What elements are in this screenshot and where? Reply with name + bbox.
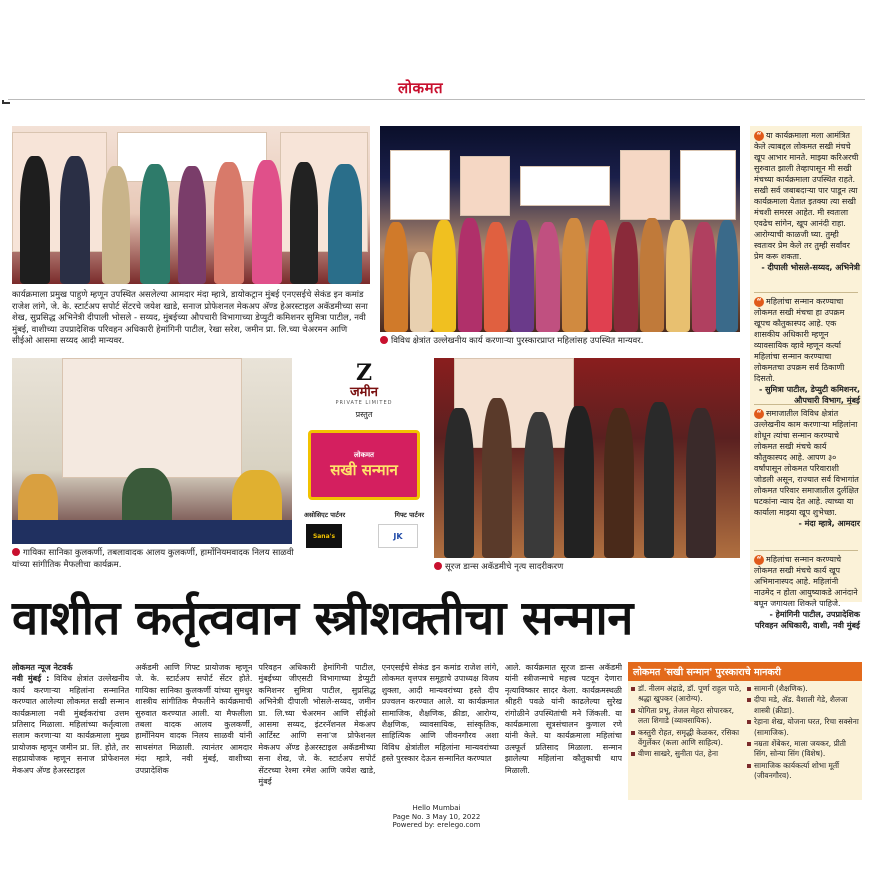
honorees-left-column xyxy=(631,684,743,783)
photo2-caption: विविध क्षेत्रांत उल्लेखनीय कार्य करणाऱ्या पुरस्कारप्राप्त महिलांसह उपस्थित मान्यवर. xyxy=(380,336,740,348)
article-column-1: लोकमत न्यूज नेटवर्क नवी मुंबई : विविध क्षेत्रांत उल्लेखनीय कार्य करणाऱ्या महिलांना सन्मानित करण्यात आलेल्या लोकमत सखी सन्मान कार्यक्रमाला नवी मुंबईकरांचा उत्तम प्रतिसाद मिळाला. महिलांच्या कर्तृत्वाला सलाम करणाऱ्या या कार्यक्रमाला मुख्य प्रायोजक म्हणून जमीन प्रा. लि. होते, तर सहप्रायोजक म्हणून सनाज प्रोफेशनल मेकअप अ‍ॅण्ड हेअरस्टाइल xyxy=(12,663,130,775)
page-and-date: Page No. 3 May 10, 2022 xyxy=(392,812,481,821)
quote-divider xyxy=(754,404,858,405)
honoree-item: कस्तुरी रोहत, समृद्धी केळकर, रसिका वेंगुर्लेकर (कला आणि साहित्य). xyxy=(631,728,743,749)
powered-by: Powered by: erelego.com xyxy=(392,821,481,829)
event-brand-block xyxy=(300,358,428,558)
stage-banner xyxy=(460,156,510,216)
music-performance-photo xyxy=(12,358,292,544)
quote-item: “ या कार्यक्रमाला मला आमंत्रित केले त्याबद्दल लोकमत सखी मंचचे खूप आभार मानते. माझ्या करिअरची सुरुवात झाली तेव्हापासून मी सखी मंचच्या कार्यक्रमाला उपस्थित राहते. सखी सर्व जबाबदाऱ्या पार पाडून त्या कार्यक्रमाला येतात इतक्या त्या सखी मंचशी समरस आहेत. मी स्वतःला एवढेच सांगेन, खूप आनंदी राहा. आरोग्याची काळजी घ्या. तुम्ही स्वतःवर प्रेम केले तर तुम्ही सर्वांवर प्रेम करू शकता. - दीपाली भोसले-सय्यद, अभिनेत्री xyxy=(754,131,860,272)
jk-logo: JK xyxy=(378,524,418,548)
dancer-figure xyxy=(482,398,512,558)
photo3-caption: गायिका सानिका कुलकर्णी, तबलावादक आलय कुलकर्णी, हार्मोनियमवादक निलय साळवी यांच्या सांगीतिक मैफलीचा कार्यक्रम. xyxy=(12,548,294,570)
lokmat-logo: लोकमत xyxy=(398,79,444,97)
quote-mark-icon: “ xyxy=(754,555,764,565)
sanas-logo: Sana's xyxy=(306,524,342,548)
guest-figure xyxy=(328,164,362,284)
awardee-figure xyxy=(640,218,664,332)
article-body xyxy=(12,662,622,800)
quotes-sidebar xyxy=(750,126,862,630)
stage-banner xyxy=(520,166,610,206)
quote-signature: - हेमांगिनी पाटील, उपप्रादेशिक परिवहन अधिकारी, वाशी, नवी मुंबई xyxy=(754,610,860,630)
stage-banner xyxy=(62,358,242,478)
article-column-5: आले. कार्यक्रमात सूरज डान्स अकॅडमी यांनी स्त्रीजन्माचे महत्त्व पटवून देणारा नृत्याविष्कार सादर केला. कार्यक्रमस्थळी श्रीहरी पवळे यांनी काढलेल्या सुरेख रांगोळीने उपस्थितांची मने जिंकली. या कार्यक्रमाला सूत्रसंचालन कुणाल रणे यांनी केले. या कार्यक्रमाला महिलांचा उत्स्फूर्त प्रतिसाद मिळाला. सन्मान झालेल्या महिलांना कौतुकाची थाप मिळाली. xyxy=(504,663,623,775)
guest-figure xyxy=(20,156,50,284)
honoree-item: वीणा साखरे, सुनीता पंत, हेना xyxy=(631,749,743,759)
caption-bullet-icon xyxy=(434,562,442,570)
photo1-caption: कार्यक्रमाला प्रमुख पाहुणे म्हणून उपस्थित असलेल्या आमदार मंदा म्हात्रे, डायोकट्रान मुंबई एनएसईचे सेकंड इन कमांड राजेश लांगे, जे. के. स्टार्टअप सपोर्ट सेंटरचे जयेश खाडे, सनाज प्रोफेशनल मेकअप अ‍ॅण्ड हेअरस्टाइल अकॅडमीच्या सना शेख, सुप्रसिद्ध अभिनेत्री दीपाली भोसले - सय्यद, मुंबईच्या औपचारी विभागाच्या डेप्युटी कमिशनर सुमित्रा पाटील, नवी मुंबई, वाशीच्या उपप्रादेशिक परिवहन अधिकारी हेमांगिनी पाटील, रेखा सरेश, जमीन प्रा. लि.च्या चेअरमन आणि सीईओ आसमा सय्यद आदी मान्यवर. xyxy=(12,290,368,346)
awardee-figure xyxy=(432,220,456,332)
guest-figure xyxy=(252,160,282,284)
dancer-figure xyxy=(564,406,594,558)
awardee-figure xyxy=(614,222,638,332)
partner-labels xyxy=(300,510,428,519)
article-column-4: एनएसईचे सेकंड इन कमांड राजेश लांगे, लोकमत वृत्तपत्र समूहाचे उपाध्यक्ष विजय शुक्ला, आदी मान्यवरांच्या हस्ते दीप प्रज्वलन करण्यात आले. या कार्यक्रमात सामाजिक, शैक्षणिक, क्रीडा, आरोग्य, शैक्षणिक, व्यावसायिक, सांस्कृतिक, साहित्यिक आणि जीवनगौरव अशा विविध क्षेत्रांतील महिलांना मान्यवरांच्या हस्ते पुरस्कार देऊन सन्मानित करण्यात xyxy=(381,663,499,764)
stage-banner xyxy=(620,150,670,220)
awardee-figure xyxy=(536,222,560,332)
dancer-figure xyxy=(524,412,554,558)
quote-divider xyxy=(754,550,858,551)
honorees-box xyxy=(628,662,862,800)
photo4-caption: सूरज डान्स अकॅडमीचे नृत्य सादरीकरण xyxy=(434,562,740,574)
honorees-right-column xyxy=(747,684,859,783)
quote-signature: - दीपाली भोसले-सय्यद, अभिनेत्री xyxy=(761,263,860,272)
guest-figure xyxy=(214,162,244,284)
presents-label: प्रस्तुत xyxy=(355,410,373,419)
awardee-figure xyxy=(510,220,534,332)
honoree-item: सामानी (शैक्षणिक). xyxy=(747,684,859,694)
awardee-figure xyxy=(692,222,716,332)
quote-divider xyxy=(754,292,858,293)
caption-bullet-icon xyxy=(12,548,20,556)
dancer-figure xyxy=(644,402,674,558)
guest-figure xyxy=(140,164,170,284)
guest-figure xyxy=(102,166,130,284)
guests-photo xyxy=(12,126,370,284)
awardee-figure xyxy=(484,222,508,332)
byline: लोकमत न्यूज नेटवर्क xyxy=(12,663,73,672)
honoree-item: सामाजिक कार्यकर्त्या शोभा मूर्ती (जीवनगौरव). xyxy=(747,761,859,782)
edition-name: Hello Mumbai xyxy=(412,804,461,812)
quote-mark-icon: “ xyxy=(754,131,764,141)
awardee-figure xyxy=(666,220,690,332)
zameen-logo-subtitle: PRIVATE LIMITED xyxy=(335,400,393,406)
awardee-figure xyxy=(384,222,408,332)
crop-mark xyxy=(2,100,10,104)
stage-banner xyxy=(680,150,736,220)
page-footer xyxy=(0,804,873,830)
article-column-2: अकॅडमी आणि गिफ्ट प्रायोजक म्हणून जे. के. स्टार्टअप सपोर्ट सेंटर होते. गायिका सानिका कुलकर्णी यांच्या सुमधुर शास्त्रीय सांगीतिक मैफलीने कार्यक्रमाची सुरुवात करण्यात आली. या मैफलीला तबला वादक आलय कुलकर्णी, हार्मोनियम वादक निलय साळवी यांनी साथसंगत मिळाली. त्यानंतर आमदार मंदा म्हात्रे, नवी मुंबई, वाशीच्या उपप्रादेशिक xyxy=(135,663,253,775)
gift-partner-label: गिफ्ट पार्टनर xyxy=(394,511,424,519)
honoree-item: नम्रता शेंबेकर, माला जयकर, प्रीती सिंग, सोन्या सिंग (विशेष). xyxy=(747,739,859,760)
quote-mark-icon: “ xyxy=(754,409,764,419)
dancer-figure xyxy=(444,408,474,558)
quote-item: “ समाजातील विविध क्षेत्रांत उल्लेखनीय काम करणाऱ्या महिलांना शोधून त्यांचा सन्मान करण्याचे लोकमत सखी मंचचे कार्य कौतुकास्पद आहे. आपण ३० वर्षांपासून लोकमत परिवाराशी जोडली असून, राज्यात सर्व विभागांत लोकमत परिवार समाजातील दुर्लक्षित घटकांना न्याय देत आहे. त्याच्या या कार्याला माझ्या खूप शुभेच्छा. - मंदा म्हात्रे, आमदार xyxy=(754,409,860,528)
masthead xyxy=(0,72,873,104)
quote-mark-icon: “ xyxy=(754,297,764,307)
dancer-figure xyxy=(604,408,634,558)
awardee-figure xyxy=(562,218,586,332)
stage-banner xyxy=(390,150,450,220)
honoree-item: योगिता प्रभू, तेजल मेहरा सोपारकर, लता शिगाडे (व्यावसायिक). xyxy=(631,706,743,727)
guest-figure xyxy=(290,162,318,284)
awardees-photo xyxy=(380,126,740,332)
dance-performance-photo xyxy=(434,358,740,558)
awardee-figure xyxy=(716,220,738,332)
stage-floor xyxy=(12,520,292,544)
quote-item: “ महिलांचा सन्मान करण्याचा लोकमत सखी मंचचा हा उपक्रम खूपच कौतुकास्पद आहे. एक शासकीय अधिकारी म्हणून व्यावसायिक व्हावे म्हणून कर्त्या महिलांचा सन्मान करण्याचा लोकमतचा उपक्रम सर्व ठिकाणी दिसतो. - सुमित्रा पाटील, डेप्युटी कमिशनर, औपचारी विभाग, मुंबई xyxy=(754,297,860,405)
associate-partner-label: असोसिएट पार्टनर xyxy=(304,511,346,519)
dancer-figure xyxy=(686,408,716,558)
honoree-item: दीपा मडे, ॲड. वैशाली गेडे, शैलजा शास्त्री (क्रीडा). xyxy=(747,695,859,716)
awardee-figure xyxy=(410,252,432,332)
caption-bullet-icon xyxy=(380,336,388,344)
quote-item: “ महिलांचा सन्मान करण्याचे लोकमत सखी मंचचे कार्य खूप अभिमानास्पद आहे. महिलांनी नाउमेद न होता आयुष्याकडे आनंदाने बघून जगायला शिकले पाहिजे. - हेमांगिनी पाटील, उपप्रादेशिक परिवहन अधिकारी, वाशी, नवी मुंबई xyxy=(754,555,860,630)
quote-signature: - सुमित्रा पाटील, डेप्युटी कमिशनर, औपचारी विभाग, मुंबई xyxy=(758,385,860,405)
honorees-title: लोकमत 'सखी सन्मान' पुरस्काराचे मानकरी xyxy=(628,662,862,681)
page-headline: वाशीत कर्तृत्ववान स्त्रीशक्तीचा सन्मान xyxy=(12,591,633,646)
awardee-figure xyxy=(458,218,482,332)
zameen-logo: जमीन xyxy=(349,385,378,400)
honoree-item: डॉ. नीलम अंद्राडे, डॉ. पूर्णा राहुल पाठे, श्रद्धा खुपकर (आरोग्य). xyxy=(631,684,743,705)
masthead-rule xyxy=(8,99,865,100)
awardee-figure xyxy=(588,220,612,332)
badge-title: सखी सन्मान xyxy=(330,460,398,479)
zameen-logo-mark: Z xyxy=(355,360,373,386)
sakhi-sanman-badge xyxy=(308,430,420,500)
dateline: नवी मुंबई : xyxy=(12,674,50,684)
guest-figure xyxy=(178,166,206,284)
article-column-3: परिवहन अधिकारी हेमांगिनी पाटील, मुंबईच्या जीएसटी विभागाच्या डेप्युटी कमिशनर सुमित्रा पाटील, सुप्रसिद्ध अभिनेत्री दीपाली भोसले-सय्यद, जमीन प्रा. लि.च्या चेअरमन आणि सीईओ आसमा सय्यद, इंटरनॅशनल मेकअप आर्टिस्ट आणि सना'ज प्रोफेशनल मेकअप अ‍ॅण्ड हेअरस्टाइल अकॅडमीच्या सना शेख, जे. के. स्टार्टअप सपोर्ट सेंटरच्या रेश्मा रमेश आणि जयेश खाडे, मुंबई xyxy=(258,663,376,787)
guest-figure xyxy=(60,156,90,284)
badge-lokmat-label: लोकमत xyxy=(353,450,375,459)
quote-signature: - मंदा म्हात्रे, आमदार xyxy=(798,519,860,528)
honoree-item: रेहाना शेख, योजना घरत, रिचा सक्सेना (सामाजिक). xyxy=(747,717,859,738)
